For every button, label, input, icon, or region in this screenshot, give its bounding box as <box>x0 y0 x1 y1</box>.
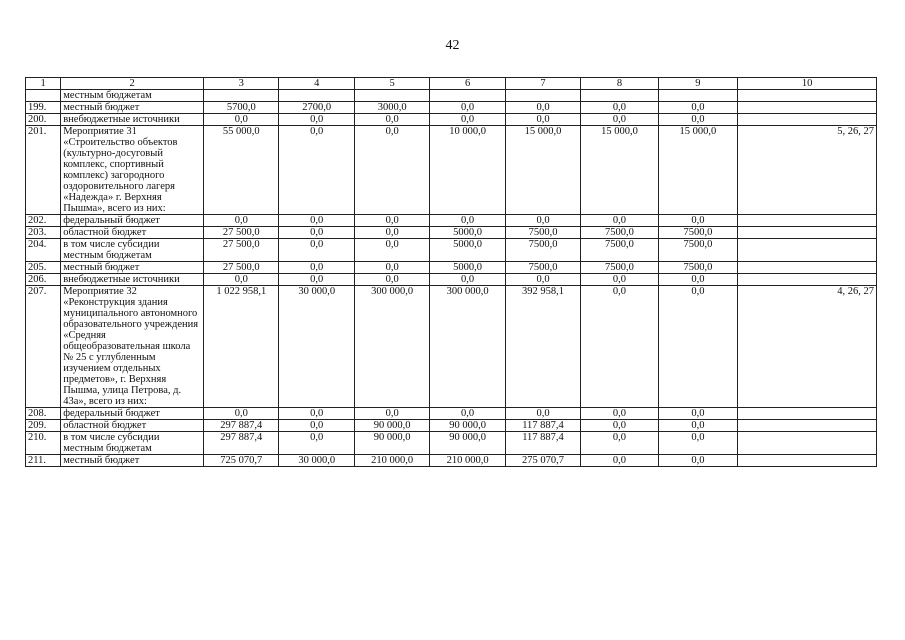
value-cell: 7500,0 <box>658 227 737 239</box>
value-cell: 0,0 <box>505 408 580 420</box>
value-cell: 300 000,0 <box>430 286 505 408</box>
row-name: областной бюджет <box>61 420 204 432</box>
column-header: 6 <box>430 78 505 90</box>
value-cell: 0,0 <box>581 114 658 126</box>
value-cell: 0,0 <box>279 239 354 262</box>
value-cell: 0,0 <box>279 408 354 420</box>
value-cell: 7500,0 <box>581 227 658 239</box>
column-header: 8 <box>581 78 658 90</box>
target-ref <box>738 227 877 239</box>
value-cell <box>581 90 658 102</box>
value-cell: 275 070,7 <box>505 455 580 467</box>
value-cell: 0,0 <box>204 274 279 286</box>
value-cell: 0,0 <box>505 114 580 126</box>
table-row <box>26 215 877 227</box>
row-number: 203. <box>26 227 61 239</box>
value-cell: 0,0 <box>354 114 429 126</box>
value-cell: 0,0 <box>658 274 737 286</box>
value-cell: 0,0 <box>658 455 737 467</box>
column-header: 10 <box>738 78 877 90</box>
column-header: 9 <box>658 78 737 90</box>
value-cell: 0,0 <box>658 408 737 420</box>
target-ref: 5, 26, 27 <box>738 126 877 215</box>
target-ref <box>738 455 877 467</box>
value-cell: 0,0 <box>279 215 354 227</box>
row-name: федеральный бюджет <box>61 215 204 227</box>
value-cell: 0,0 <box>430 408 505 420</box>
value-cell: 0,0 <box>354 215 429 227</box>
value-cell: 0,0 <box>658 215 737 227</box>
table-row <box>26 420 877 432</box>
value-cell: 15 000,0 <box>505 126 580 215</box>
table-row <box>26 90 877 102</box>
target-ref <box>738 432 877 455</box>
table-row <box>26 227 877 239</box>
value-cell: 0,0 <box>505 102 580 114</box>
value-cell: 0,0 <box>658 114 737 126</box>
value-cell: 725 070,7 <box>204 455 279 467</box>
value-cell: 0,0 <box>354 408 429 420</box>
target-ref <box>738 262 877 274</box>
value-cell <box>279 90 354 102</box>
row-name: Мероприятие 31 «Строительство объектов (культурно-досуговый комплекс, спортивный комплекс) загородного оздоровительного лагеря «Надежда» г. Верхняя Пышма», всего из них: <box>61 126 204 215</box>
value-cell: 7500,0 <box>581 239 658 262</box>
value-cell: 10 000,0 <box>430 126 505 215</box>
value-cell: 0,0 <box>354 227 429 239</box>
row-name: местный бюджет <box>61 455 204 467</box>
value-cell: 210 000,0 <box>430 455 505 467</box>
value-cell: 0,0 <box>430 215 505 227</box>
value-cell: 1 022 958,1 <box>204 286 279 408</box>
row-name: в том числе субсидии местным бюджетам <box>61 239 204 262</box>
row-number: 209. <box>26 420 61 432</box>
target-ref <box>738 239 877 262</box>
row-name: местный бюджет <box>61 102 204 114</box>
value-cell: 5000,0 <box>430 227 505 239</box>
value-cell: 0,0 <box>430 274 505 286</box>
value-cell: 7500,0 <box>658 262 737 274</box>
table-body <box>26 78 877 467</box>
page-number: 42 <box>445 38 460 53</box>
row-name: федеральный бюджет <box>61 408 204 420</box>
table-row <box>26 408 877 420</box>
value-cell: 392 958,1 <box>505 286 580 408</box>
value-cell: 0,0 <box>505 215 580 227</box>
table-row <box>26 126 877 215</box>
value-cell: 15 000,0 <box>581 126 658 215</box>
value-cell: 0,0 <box>204 408 279 420</box>
value-cell: 0,0 <box>279 432 354 455</box>
table-row <box>26 239 877 262</box>
value-cell: 0,0 <box>279 227 354 239</box>
row-name: внебюджетные источники <box>61 274 204 286</box>
column-header: 3 <box>204 78 279 90</box>
value-cell: 0,0 <box>354 274 429 286</box>
value-cell: 5700,0 <box>204 102 279 114</box>
row-number: 211. <box>26 455 61 467</box>
table-row <box>26 432 877 455</box>
value-cell: 15 000,0 <box>658 126 737 215</box>
value-cell: 0,0 <box>279 262 354 274</box>
value-cell: 0,0 <box>505 274 580 286</box>
value-cell: 90 000,0 <box>354 432 429 455</box>
value-cell: 55 000,0 <box>204 126 279 215</box>
value-cell: 0,0 <box>430 114 505 126</box>
target-ref <box>738 102 877 114</box>
table-row <box>26 114 877 126</box>
target-ref <box>738 114 877 126</box>
row-name: областной бюджет <box>61 227 204 239</box>
table-row <box>26 286 877 408</box>
table-row <box>26 455 877 467</box>
value-cell: 3000,0 <box>354 102 429 114</box>
row-number: 208. <box>26 408 61 420</box>
value-cell: 0,0 <box>279 420 354 432</box>
value-cell: 90 000,0 <box>354 420 429 432</box>
target-ref <box>738 215 877 227</box>
target-ref <box>738 420 877 432</box>
value-cell: 7500,0 <box>505 239 580 262</box>
table-row <box>26 274 877 286</box>
value-cell: 210 000,0 <box>354 455 429 467</box>
column-header: 7 <box>505 78 580 90</box>
value-cell: 30 000,0 <box>279 286 354 408</box>
row-name: внебюджетные источники <box>61 114 204 126</box>
value-cell: 2700,0 <box>279 102 354 114</box>
value-cell: 0,0 <box>354 126 429 215</box>
row-number: 202. <box>26 215 61 227</box>
column-header: 1 <box>26 78 61 90</box>
value-cell: 7500,0 <box>505 227 580 239</box>
value-cell: 7500,0 <box>658 239 737 262</box>
value-cell: 0,0 <box>354 239 429 262</box>
value-cell <box>430 90 505 102</box>
row-name: местный бюджет <box>61 262 204 274</box>
value-cell: 0,0 <box>204 114 279 126</box>
value-cell: 117 887,4 <box>505 420 580 432</box>
row-number <box>26 90 61 102</box>
target-ref <box>738 90 877 102</box>
value-cell: 0,0 <box>658 102 737 114</box>
table-row <box>26 262 877 274</box>
column-header: 5 <box>354 78 429 90</box>
value-cell: 0,0 <box>581 286 658 408</box>
target-ref <box>738 408 877 420</box>
value-cell <box>505 90 580 102</box>
value-cell: 0,0 <box>279 114 354 126</box>
value-cell: 0,0 <box>581 420 658 432</box>
value-cell <box>658 90 737 102</box>
value-cell: 90 000,0 <box>430 432 505 455</box>
row-number: 204. <box>26 239 61 262</box>
value-cell <box>204 90 279 102</box>
value-cell: 0,0 <box>581 432 658 455</box>
value-cell: 300 000,0 <box>354 286 429 408</box>
row-name: местным бюджетам <box>61 90 204 102</box>
value-cell: 0,0 <box>430 102 505 114</box>
value-cell: 117 887,4 <box>505 432 580 455</box>
row-number: 199. <box>26 102 61 114</box>
value-cell: 0,0 <box>279 126 354 215</box>
value-cell: 0,0 <box>581 215 658 227</box>
budget-table <box>25 77 877 467</box>
value-cell: 0,0 <box>581 102 658 114</box>
value-cell: 0,0 <box>581 455 658 467</box>
value-cell: 27 500,0 <box>204 227 279 239</box>
value-cell: 297 887,4 <box>204 420 279 432</box>
row-number: 206. <box>26 274 61 286</box>
column-header: 2 <box>61 78 204 90</box>
value-cell <box>354 90 429 102</box>
value-cell: 0,0 <box>658 420 737 432</box>
value-cell: 297 887,4 <box>204 432 279 455</box>
row-name: в том числе субсидии местным бюджетам <box>61 432 204 455</box>
target-ref: 4, 26, 27 <box>738 286 877 408</box>
value-cell: 5000,0 <box>430 239 505 262</box>
value-cell: 30 000,0 <box>279 455 354 467</box>
value-cell: 27 500,0 <box>204 262 279 274</box>
row-number: 205. <box>26 262 61 274</box>
value-cell: 0,0 <box>279 274 354 286</box>
value-cell: 0,0 <box>658 432 737 455</box>
value-cell: 7500,0 <box>581 262 658 274</box>
value-cell: 5000,0 <box>430 262 505 274</box>
value-cell: 0,0 <box>658 286 737 408</box>
value-cell: 0,0 <box>354 262 429 274</box>
row-name: Мероприятие 32 «Реконструкция здания муниципального автономного образовательного учреждения «Средняя общеобразовательная школа № 25 с углубленным изучением отдельных предметов», г. Верхняя Пышма, улица Петрова, д. 43а», всего из них: <box>61 286 204 408</box>
value-cell: 0,0 <box>204 215 279 227</box>
header-row <box>26 78 877 90</box>
row-number: 201. <box>26 126 61 215</box>
row-number: 210. <box>26 432 61 455</box>
row-number: 200. <box>26 114 61 126</box>
table-row <box>26 102 877 114</box>
value-cell: 0,0 <box>581 274 658 286</box>
value-cell: 0,0 <box>581 408 658 420</box>
column-header: 4 <box>279 78 354 90</box>
value-cell: 90 000,0 <box>430 420 505 432</box>
value-cell: 7500,0 <box>505 262 580 274</box>
target-ref <box>738 274 877 286</box>
value-cell: 27 500,0 <box>204 239 279 262</box>
row-number: 207. <box>26 286 61 408</box>
